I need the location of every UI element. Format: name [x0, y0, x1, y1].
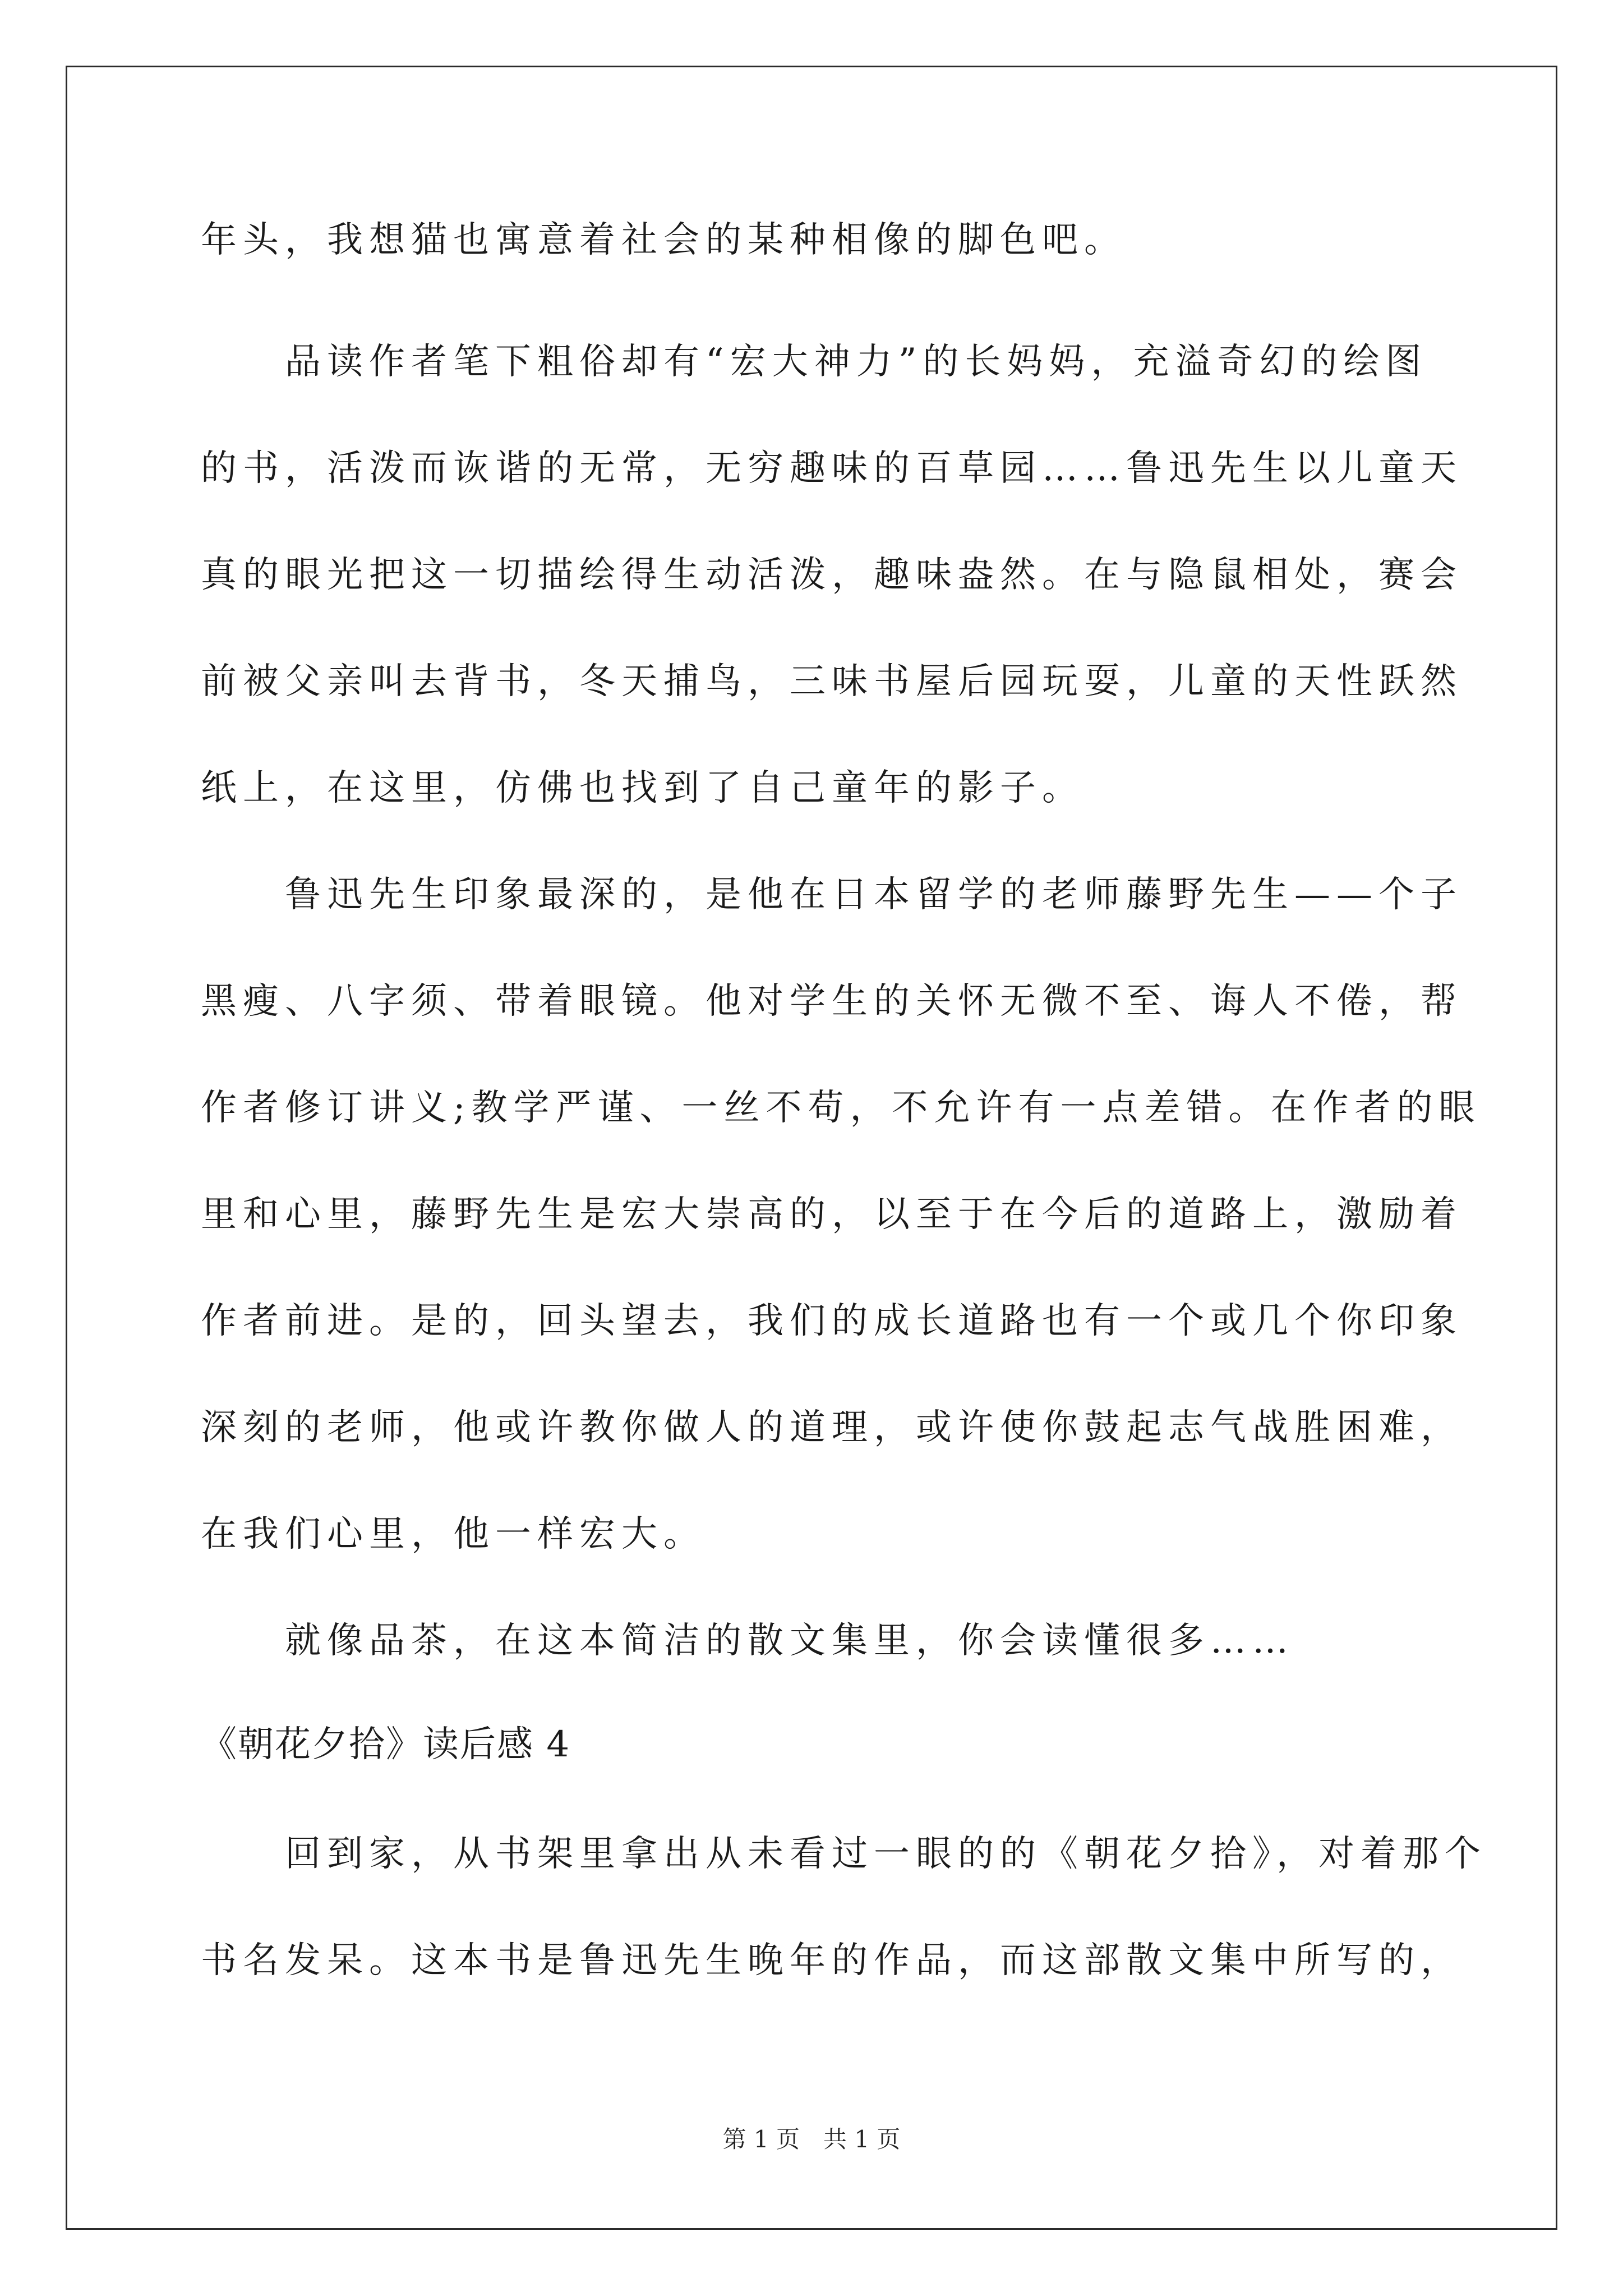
text-line: 真的眼光把这一切描绘得生动活泼，趣味盎然。在与隐鼠相处，赛会: [201, 554, 1463, 596]
text-line: 在我们心里，他一样宏大。: [201, 1513, 706, 1555]
text-line: 品读作者笔下粗俗却有“宏大神力”的长妈妈，充溢奇幻的绘图: [201, 341, 1428, 383]
text-line: 里和心里，藤野先生是宏大崇高的，以至于在今后的道路上，激励着: [201, 1194, 1463, 1235]
text-line: 黑瘦、八字须、带着眼镜。他对学生的关怀无微不至、诲人不倦，帮: [201, 981, 1463, 1022]
text-line: 深刻的老师，他或许教你做人的道理，或许使你鼓起志气战胜困难，: [201, 1407, 1463, 1448]
page-number-footer: 第 1 页 共 1 页: [722, 2125, 901, 2153]
text-line: 前被父亲叫去背书，冬天捕鸟，三味书屋后园玩耍，儿童的天性跃然: [201, 661, 1463, 702]
text-line: 纸上，在这里，仿佛也找到了自己童年的影子。: [201, 767, 1084, 809]
section-heading: 《朝花夕拾》读后感 4: [201, 1724, 571, 1765]
text-line: 作者修订讲义;教学严谨、一丝不苟，不允许有一点差错。在作者的眼: [201, 1087, 1481, 1129]
text-line: 鲁迅先生印象最深的，是他在日本留学的老师藤野先生——个子: [201, 874, 1463, 915]
text-line: 回到家，从书架里拿出从未看过一眼的的《朝花夕拾》，对着那个: [201, 1833, 1487, 1875]
text-line: 的书，活泼而诙谐的无常，无穷趣味的百草园……鲁迅先生以儿童天: [201, 448, 1463, 489]
page-border: [66, 66, 1557, 2230]
text-line: 书名发呆。这本书是鲁迅先生晚年的作品，而这部散文集中所写的，: [201, 1940, 1463, 1981]
text-line: 就像品茶，在这本简洁的散文集里，你会读懂很多……: [201, 1620, 1294, 1662]
text-line: 年头，我想猫也寓意着社会的某种相像的脚色吧。: [201, 219, 1126, 261]
text-line: 作者前进。是的，回头望去，我们的成长道路也有一个或几个你印象: [201, 1300, 1463, 1342]
